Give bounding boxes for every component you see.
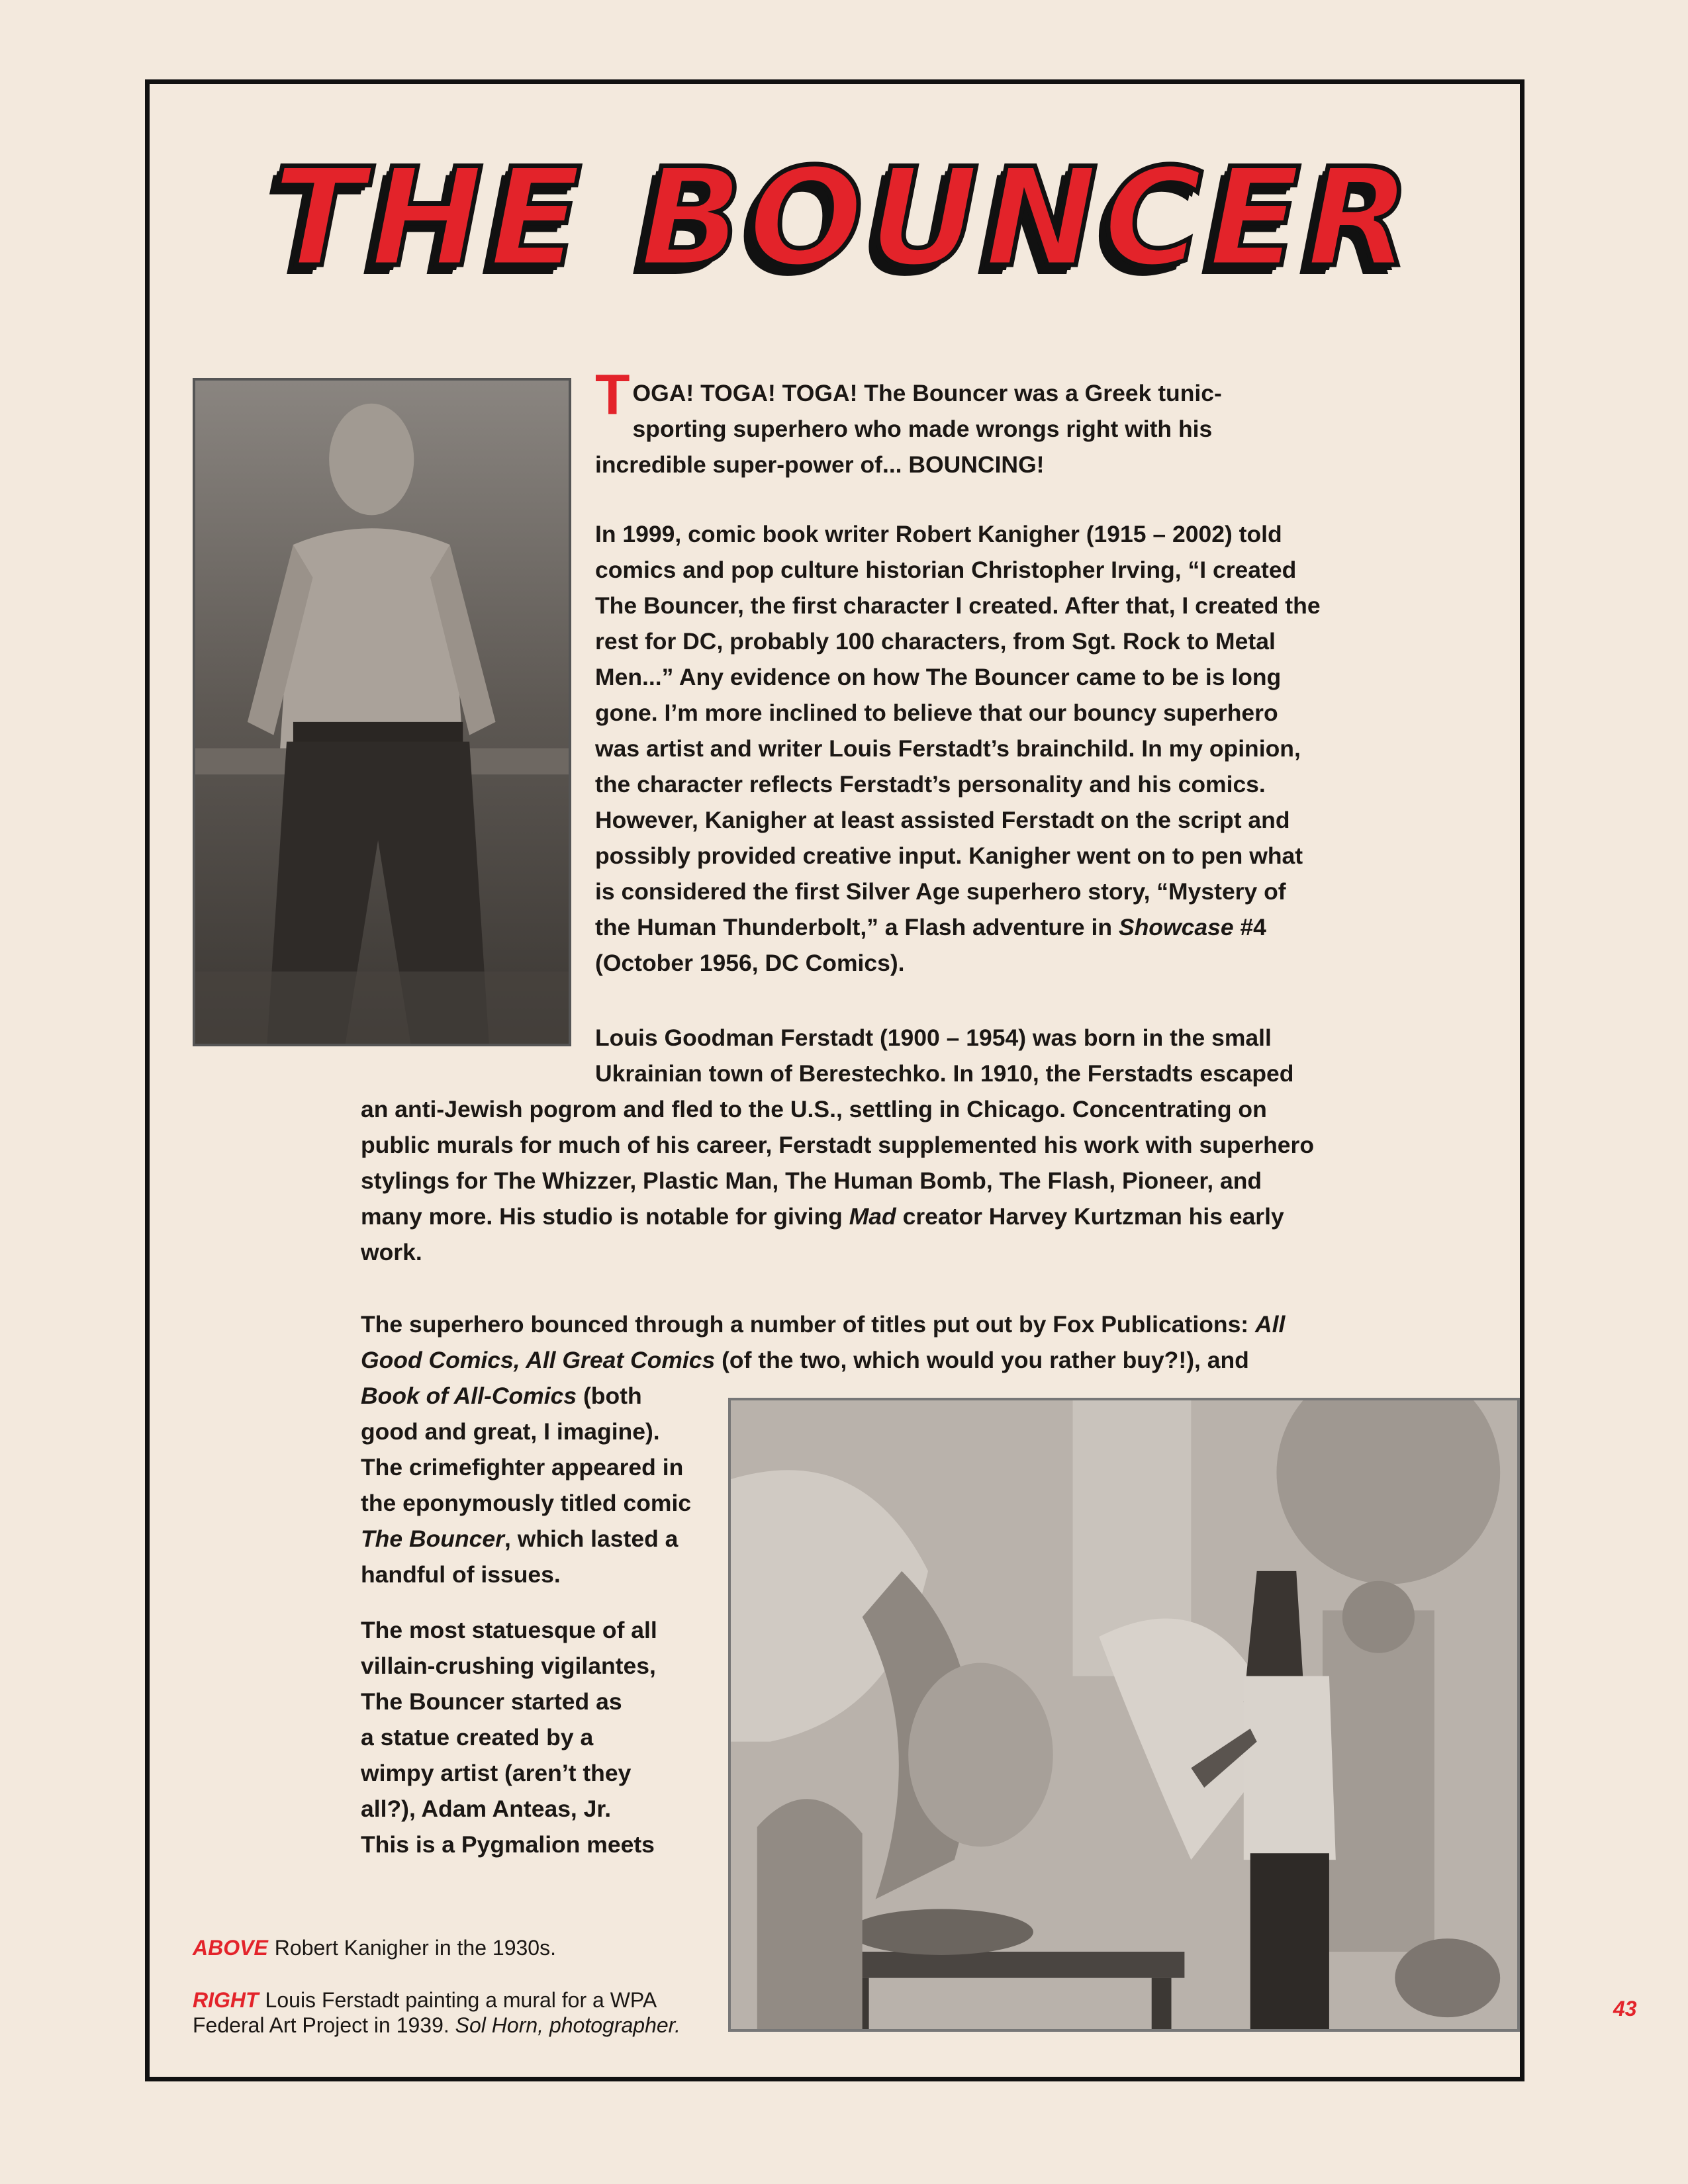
text-line: The superhero bounced through a number of titles put out by Fox Publications: All [361,1311,1286,1338]
text-line: wimpy artist (aren’t they [361,1760,632,1786]
text-line: The crimefighter appeared in [361,1454,684,1480]
intro-line-3: incredible super-power of... BOUNCING! [595,451,1045,478]
statue-paragraph [361,1612,657,1862]
text-line: villain-crushing vigilantes, [361,1653,656,1679]
caption-right [193,1987,680,2038]
text-line: work. [361,1239,422,1265]
text-line: Ukrainian town of Berestechko. In 1910, the Ferstadts escaped [595,1060,1294,1087]
text-line: The Bouncer, which lasted a [361,1525,679,1552]
text-line: Good Comics, All Great Comics (of the two, which would you rather buy?!), and [361,1347,1249,1373]
text-line: handful of issues. [361,1561,561,1588]
text-line: Louis Goodman Ferstadt (1900 – 1954) was born in the small [595,1024,1272,1051]
caption-above: ABOVE Robert Kanigher in the 1930s. [193,1936,556,1960]
text-line: good and great, I imagine). [361,1418,660,1445]
text-line: was artist and writer Louis Ferstadt’s brainchild. In my opinion, [595,735,1301,762]
text-line: stylings for The Whizzer, Plastic Man, The Human Bomb, The Flash, Pioneer, and [361,1167,1262,1194]
caption-right-line-1: RIGHT Louis Ferstadt painting a mural for a WPA [193,1988,657,2012]
intro-line-2: sporting superhero who made wrongs right with his [632,416,1213,442]
text-line: Men...” Any evidence on how The Bouncer came to be is long [595,664,1282,690]
text-line: the eponymously titled comic [361,1490,692,1516]
caption-right-line-2: Federal Art Project in 1939. Sol Horn, photographer. [193,2013,681,2037]
drop-cap: T [595,363,630,427]
page-title: THE BOUNCER [272,140,1416,297]
text-line: an anti-Jewish pogrom and fled to the U.S., settling in Chicago. Concentrating on [361,1096,1267,1122]
text-line: comics and pop culture historian Christopher Irving, “I created [595,557,1297,583]
text-line: (October 1956, DC Comics). [595,950,905,976]
text-line: all?), Adam Anteas, Jr. [361,1796,612,1822]
text-line: is considered the first Silver Age superhero story, “Mystery of [595,878,1286,905]
text-line: The most statuesque of all [361,1617,657,1643]
text-line: a statue created by a [361,1724,594,1751]
ferstadt-mural-photo [728,1398,1520,2032]
page-number: 43 [1613,1997,1637,2021]
text-line: The Bouncer started as [361,1688,622,1715]
text-line: public murals for much of his career, Ferstadt supplemented his work with superhero [361,1132,1315,1158]
kanigher-paragraph [595,516,1321,981]
intro-paragraph [595,363,1222,482]
text-line: This is a Pygmalion meets [361,1831,655,1858]
caption-right-tag: RIGHT [193,1988,259,2012]
kanigher-photo [193,378,571,1046]
text-line: Book of All-Comics (both [361,1383,642,1409]
text-line: However, Kanigher at least assisted Ferstadt on the script and [595,807,1290,833]
text-line: the character reflects Ferstadt’s personality and his comics. [595,771,1266,797]
intro-line-1: TOGA! TOGA! TOGA! The Bouncer was a Greek tunic- [595,363,1222,427]
text-line: the Human Thunderbolt,” a Flash adventure in Showcase #4 [595,914,1266,940]
text-line: possibly provided creative input. Kanigher went on to pen what [595,842,1303,869]
ferstadt-paragraph [595,1020,1293,1091]
text-line: many more. His studio is notable for giving Mad creator Harvey Kurtzman his early [361,1203,1284,1230]
ferstadt-paragraph-wide [361,1091,1314,1270]
text-line: rest for DC, probably 100 characters, from Sgt. Rock to Metal [595,628,1276,655]
text-line: The Bouncer, the first character I created. After that, I created the [595,592,1321,619]
text-line: In 1999, comic book writer Robert Kanigher (1915 – 2002) told [595,521,1282,547]
text-line: gone. I’m more inclined to believe that our bouncy superhero [595,700,1278,726]
caption-above-tag: ABOVE [193,1936,268,1960]
